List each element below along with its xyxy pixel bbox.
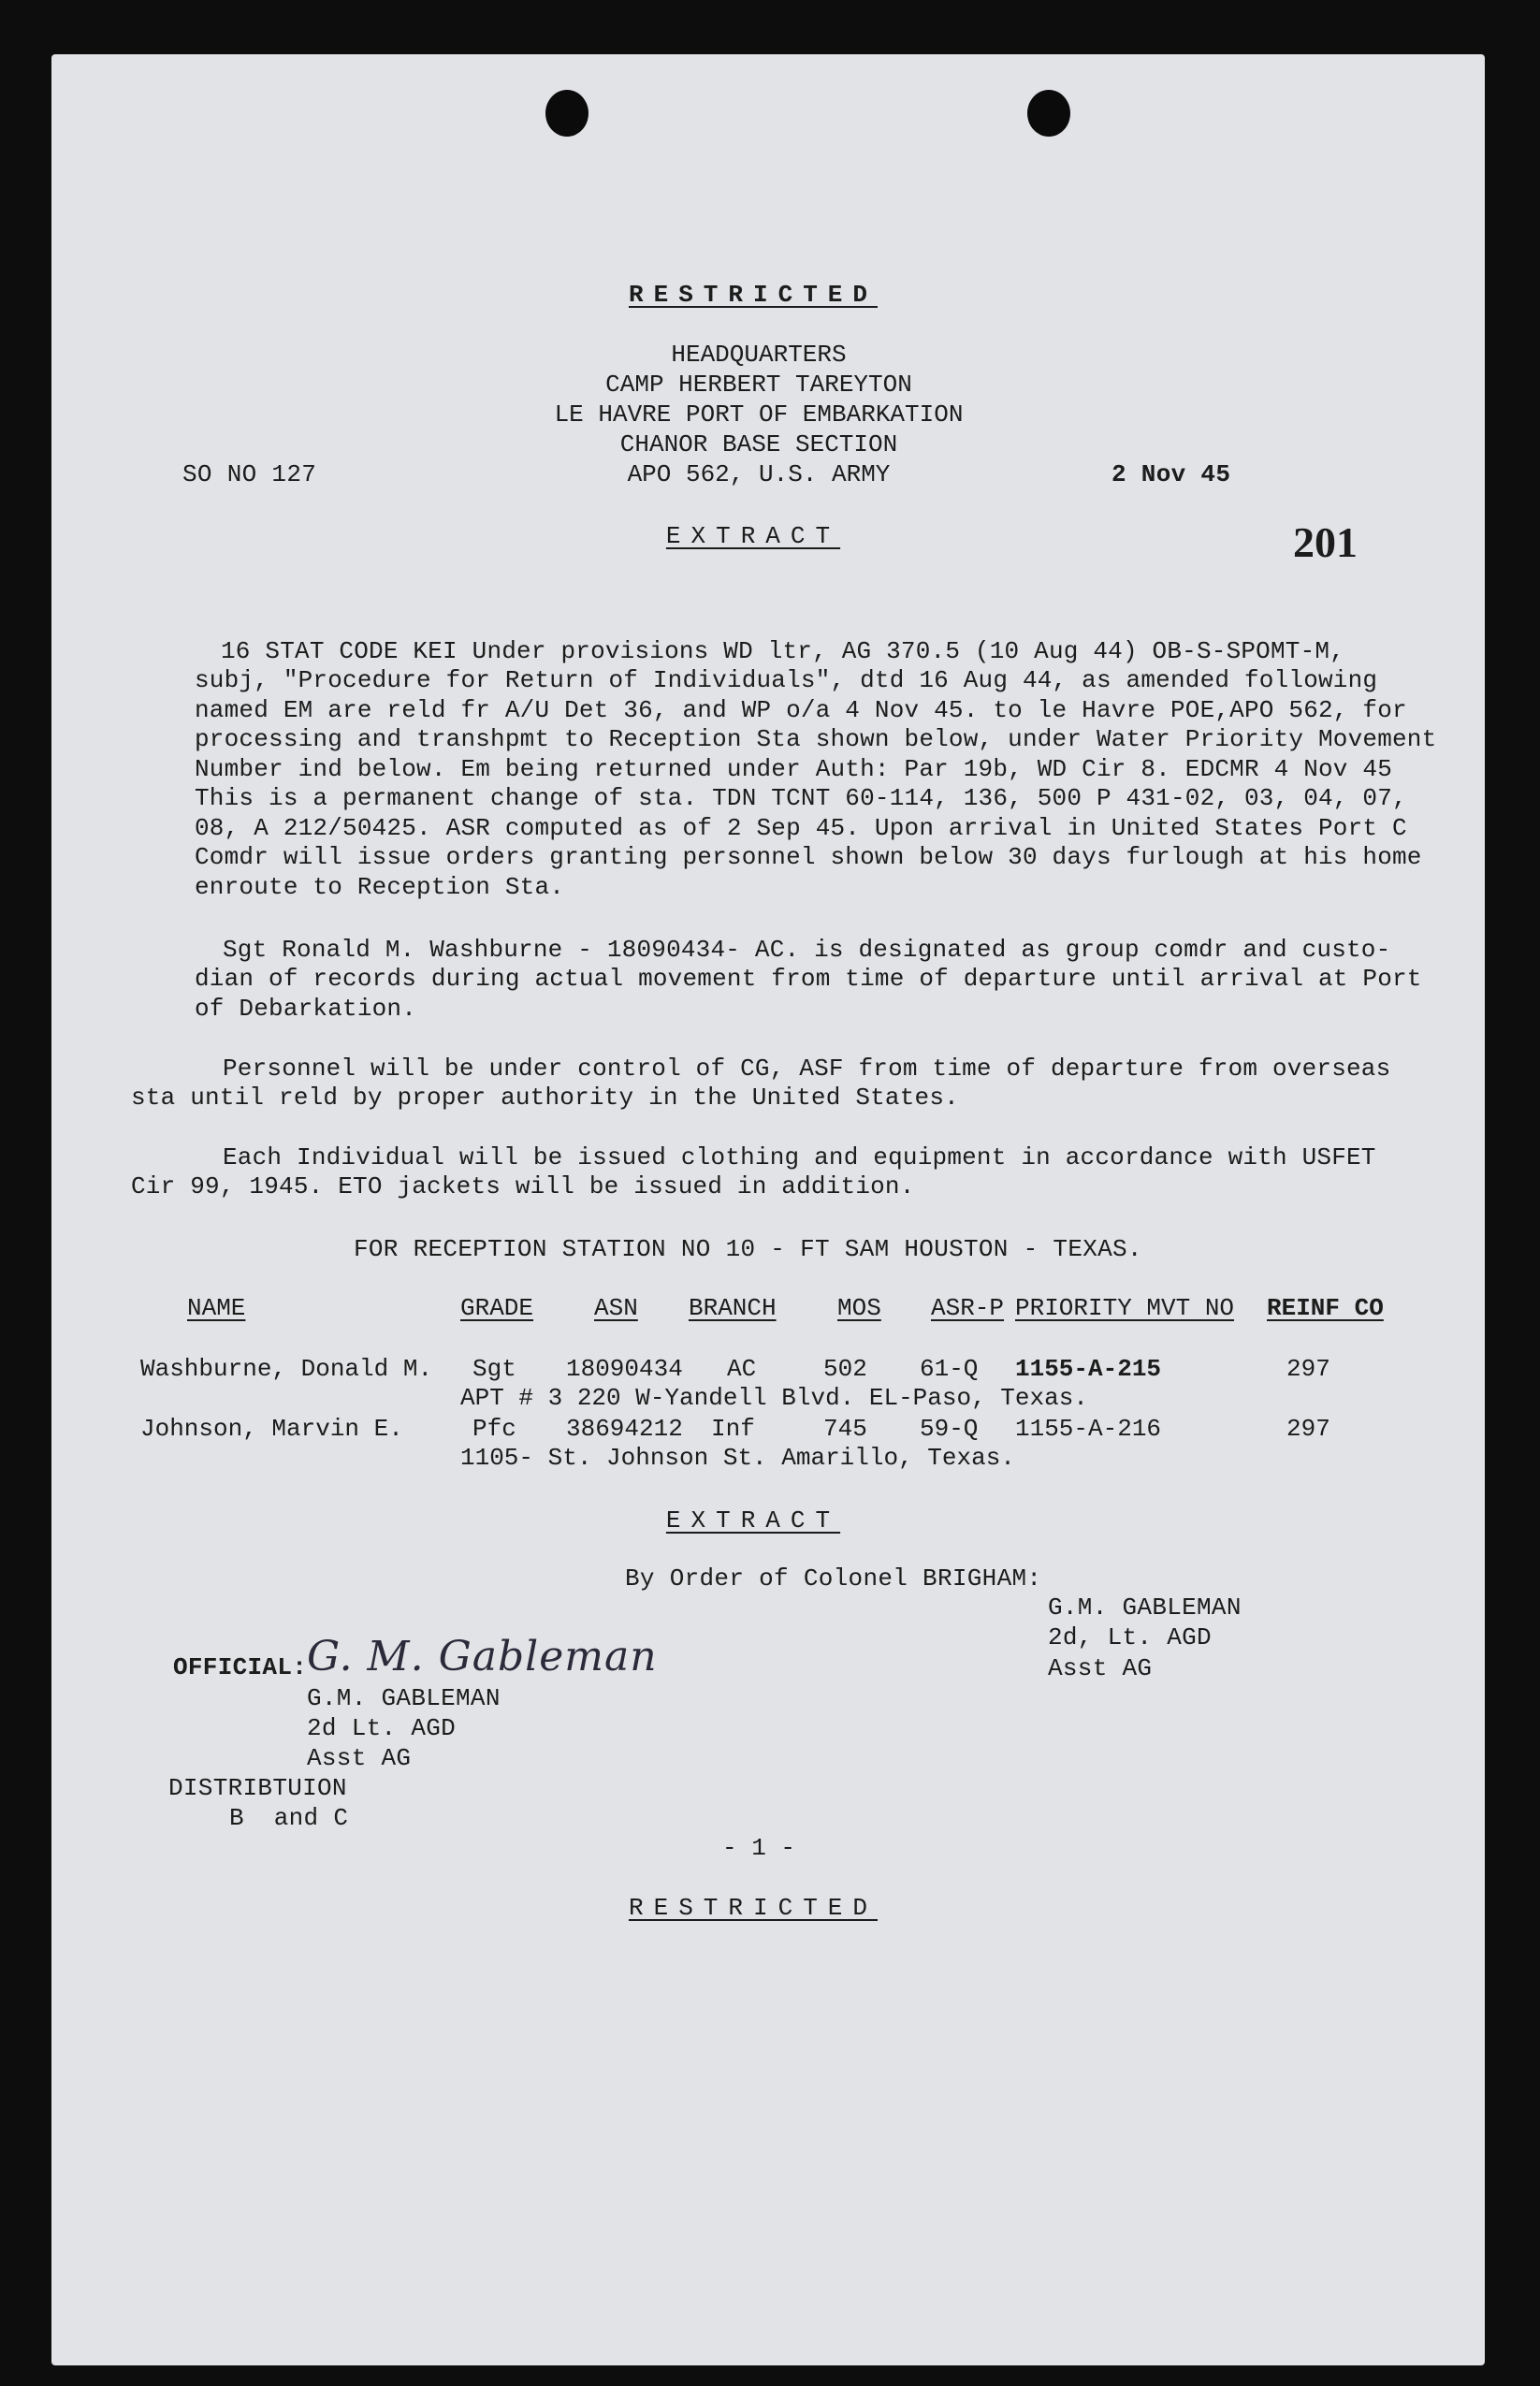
- p1-line: Number ind below. Em being returned under Auth: Par 19b, WD Cir 8. EDCMR 4 Nov 45: [195, 754, 1393, 783]
- p1-line: Comdr will issue orders granting personnel shown below 30 days furlough at his home: [195, 843, 1422, 871]
- col-asr: ASR-P: [931, 1294, 1005, 1322]
- org-line-4: CHANOR BASE SECTION: [619, 430, 898, 458]
- handwritten-signature: G. M. Gableman: [307, 1633, 658, 1680]
- p2-line: of Debarkation.: [195, 994, 417, 1023]
- table-row: [140, 1415, 1450, 1444]
- p4-line: Each Individual will be issued clothing and equipment in accordance with USFET: [223, 1143, 1376, 1171]
- table-row-address: [140, 1444, 1450, 1473]
- cell-branch: Inf: [711, 1415, 755, 1443]
- official-label: OFFICIAL:: [173, 1653, 308, 1681]
- cell-mos: 745: [823, 1415, 867, 1443]
- table-row-address: [140, 1384, 1450, 1413]
- paragraph-3-cont: [131, 1084, 1422, 1113]
- paragraph-2: [223, 936, 1514, 966]
- cell-grade: Pfc: [472, 1415, 516, 1443]
- org-line-2: CAMP HERBERT TAREYTON: [605, 371, 912, 399]
- punch-hole-left: [545, 90, 588, 137]
- cell-reinf: 297: [1286, 1415, 1330, 1443]
- col-asn: ASN: [594, 1294, 638, 1322]
- p2-line: Sgt Ronald M. Washburne - 18090434- AC. is designated as group comdr and custo-: [223, 936, 1391, 964]
- cell-priority: 1155-A-216: [1015, 1415, 1162, 1443]
- org-line-5: APO 562, U.S. ARMY: [627, 460, 891, 488]
- so-number: SO NO 127: [182, 460, 317, 488]
- paragraph-1-cont: [195, 666, 1486, 902]
- signer-name: G.M. GABLEMAN: [1048, 1593, 1242, 1622]
- cell-asn: 38694212: [566, 1415, 683, 1443]
- classification-top: RESTRICTED: [628, 281, 879, 309]
- order-date: 2 Nov 45: [1111, 460, 1231, 488]
- page-number: - 1 -: [721, 1834, 795, 1862]
- p1-line: This is a permanent change of sta. TDN TCNT 60-114, 136, 500 P 431-02, 03, 04, 07,: [195, 784, 1407, 812]
- cell-name: Johnson, Marvin E.: [140, 1415, 403, 1443]
- roster-header: [140, 1294, 1450, 1323]
- col-grade: GRADE: [460, 1294, 534, 1322]
- punch-hole-right: [1027, 90, 1070, 137]
- cell-asr: 59-Q: [920, 1415, 979, 1443]
- cell-address: APT # 3 220 W-Yandell Blvd. EL-Paso, Texas.: [460, 1384, 1088, 1412]
- cell-asr: 61-Q: [920, 1355, 979, 1383]
- col-priority: PRIORITY MVT NO: [1015, 1294, 1235, 1322]
- col-branch: BRANCH: [689, 1294, 777, 1322]
- extract-label-bottom: EXTRACT: [665, 1506, 841, 1535]
- classification-bottom: RESTRICTED: [628, 1894, 879, 1922]
- reception-station: FOR RECEPTION STATION NO 10 - FT SAM HOUSTON - TEXAS.: [354, 1235, 1142, 1263]
- paragraph-4-cont: [131, 1172, 1422, 1202]
- col-name: NAME: [187, 1294, 246, 1322]
- distribution-value: B and C: [229, 1804, 349, 1832]
- org-line-3: LE HAVRE PORT OF EMBARKATION: [554, 400, 964, 429]
- cell-grade: Sgt: [472, 1355, 516, 1383]
- p1-line: processing and transhpmt to Reception Sta shown below, under Water Priority Movement: [195, 725, 1437, 753]
- p1-line: subj, "Procedure for Return of Individuals", dtd 16 Aug 44, as amended following: [195, 666, 1378, 694]
- paragraph-2-cont: [195, 965, 1486, 1024]
- p1-line: 16 STAT CODE KEI Under provisions WD ltr, AG 370.5 (10 Aug 44) OB-S-SPOMT-M,: [221, 637, 1344, 665]
- col-mos: MOS: [837, 1294, 881, 1322]
- cell-priority: 1155-A-215: [1015, 1355, 1162, 1383]
- signer-rank: 2d, Lt. AGD: [1048, 1623, 1212, 1651]
- p3-line: sta until reld by proper authority in the United States.: [131, 1084, 959, 1112]
- cell-address: 1105- St. Johnson St. Amarillo, Texas.: [460, 1444, 1015, 1472]
- cell-mos: 502: [823, 1355, 867, 1383]
- table-row: [140, 1355, 1450, 1384]
- official-name: G.M. GABLEMAN: [307, 1684, 501, 1712]
- p3-line: Personnel will be under control of CG, ASF from time of departure from overseas: [223, 1055, 1391, 1083]
- official-rank: 2d Lt. AGD: [307, 1714, 457, 1742]
- p1-line: named EM are reld fr A/U Det 36, and WP o/a 4 Nov 45. to le Havre POE,APO 562, for: [195, 695, 1407, 724]
- signer-title: Asst AG: [1048, 1654, 1153, 1682]
- cell-branch: AC: [727, 1355, 757, 1383]
- p1-line: enroute to Reception Sta.: [195, 872, 565, 901]
- org-line-1: HEADQUARTERS: [671, 341, 847, 369]
- paragraph-4: [223, 1143, 1514, 1173]
- extract-label-top: EXTRACT: [665, 522, 841, 550]
- cell-name: Washburne, Donald M.: [140, 1355, 433, 1383]
- file-number: 201: [1293, 518, 1358, 566]
- paragraph-1: [195, 637, 1448, 667]
- paragraph-3: [223, 1055, 1514, 1084]
- official-title: Asst AG: [307, 1744, 412, 1772]
- cell-asn: 18090434: [566, 1355, 683, 1383]
- distribution-label: DISTRIBTUION: [168, 1774, 347, 1802]
- p2-line: dian of records during actual movement from time of departure until arrival at Port: [195, 965, 1422, 993]
- p4-line: Cir 99, 1945. ETO jackets will be issued in addition.: [131, 1172, 915, 1200]
- col-reinf: REINF CO: [1267, 1294, 1384, 1322]
- p1-line: 08, A 212/50425. ASR computed as of 2 Sep 45. Upon arrival in United States Port C: [195, 813, 1407, 842]
- by-order-line: By Order of Colonel BRIGHAM:: [625, 1564, 1042, 1593]
- cell-reinf: 297: [1286, 1355, 1330, 1383]
